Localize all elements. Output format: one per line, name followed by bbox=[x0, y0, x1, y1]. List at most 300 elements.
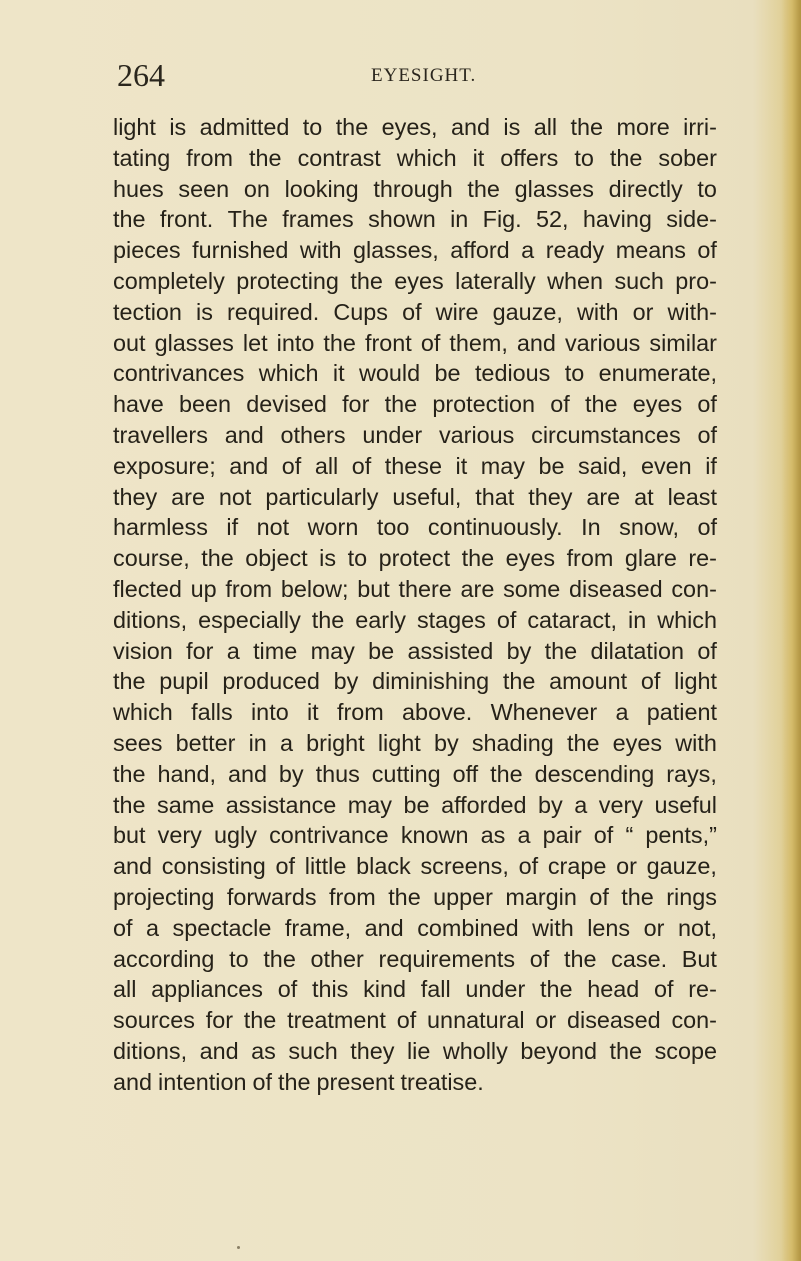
word: glasses bbox=[154, 329, 234, 356]
word: pro- bbox=[675, 267, 717, 294]
word: light bbox=[674, 668, 717, 695]
word: a bbox=[226, 637, 240, 664]
word: pair bbox=[542, 822, 582, 849]
word: of bbox=[496, 606, 517, 633]
word: having bbox=[582, 206, 652, 233]
running-head bbox=[117, 56, 717, 96]
word: of bbox=[252, 1068, 272, 1095]
word: to bbox=[229, 945, 249, 972]
word: harmless bbox=[113, 514, 208, 541]
word: intention bbox=[158, 1068, 247, 1095]
word: of bbox=[654, 976, 674, 1003]
word: pents,” bbox=[645, 822, 717, 849]
text-line bbox=[113, 204, 717, 235]
word: the bbox=[566, 729, 600, 756]
word: or bbox=[535, 1007, 557, 1034]
word: tating bbox=[113, 144, 171, 171]
word: of bbox=[275, 853, 296, 880]
word: with bbox=[576, 298, 619, 325]
word: very bbox=[157, 822, 202, 849]
word: gauze, bbox=[492, 298, 563, 325]
word: but bbox=[113, 822, 146, 849]
word: when bbox=[547, 267, 604, 294]
word: of bbox=[589, 883, 609, 910]
word: margin bbox=[505, 883, 577, 910]
word: not bbox=[218, 483, 252, 510]
word: eyes bbox=[632, 391, 683, 418]
word: amount bbox=[549, 668, 628, 695]
word: protect bbox=[378, 545, 451, 572]
word: upper bbox=[433, 883, 493, 910]
word: to bbox=[697, 175, 717, 202]
word: which bbox=[396, 144, 457, 171]
word: a bbox=[146, 914, 160, 941]
word: looking bbox=[284, 175, 359, 202]
word: on bbox=[243, 175, 270, 202]
text-line bbox=[113, 1036, 717, 1067]
word: black bbox=[356, 853, 411, 880]
word: are bbox=[460, 575, 495, 602]
word: is bbox=[503, 114, 521, 140]
word: case. bbox=[611, 945, 668, 972]
word: head bbox=[587, 976, 640, 1003]
word: of bbox=[113, 914, 133, 941]
word: the bbox=[609, 144, 643, 171]
word: the bbox=[113, 760, 146, 787]
word: early bbox=[355, 606, 406, 633]
word: the bbox=[113, 206, 146, 233]
word: to bbox=[574, 144, 594, 171]
word: the bbox=[461, 545, 495, 572]
word: been bbox=[178, 391, 231, 418]
word: forwards bbox=[226, 883, 317, 910]
word: protection bbox=[432, 391, 536, 418]
word: wire bbox=[435, 298, 479, 325]
word: of bbox=[402, 298, 422, 325]
word: of bbox=[593, 822, 614, 849]
word: combined bbox=[417, 914, 519, 941]
word: present bbox=[316, 1068, 395, 1095]
word: into bbox=[250, 699, 289, 726]
word: the bbox=[277, 1068, 311, 1095]
text-line bbox=[113, 1067, 717, 1098]
word: little bbox=[304, 853, 347, 880]
word: time bbox=[253, 637, 298, 664]
word: scope bbox=[654, 1037, 717, 1064]
text-line bbox=[113, 636, 717, 667]
word: as bbox=[480, 822, 506, 849]
word: may bbox=[310, 637, 355, 664]
word: even bbox=[640, 452, 692, 479]
word: of bbox=[697, 637, 717, 664]
word: it bbox=[332, 360, 345, 387]
word: they bbox=[528, 483, 573, 510]
word: of bbox=[697, 237, 717, 264]
word: in bbox=[248, 729, 267, 756]
word: from bbox=[566, 545, 614, 572]
word: course, bbox=[113, 545, 190, 572]
word: sober bbox=[658, 144, 717, 171]
word: useful, bbox=[392, 483, 462, 510]
word: shading bbox=[471, 729, 554, 756]
word: assistance bbox=[225, 791, 337, 818]
word: or bbox=[632, 298, 654, 325]
text-line bbox=[113, 512, 717, 543]
word: spectacle bbox=[172, 914, 272, 941]
word: sees bbox=[113, 729, 163, 756]
word: light bbox=[113, 114, 156, 140]
word: of bbox=[697, 514, 717, 541]
word: a bbox=[574, 791, 588, 818]
word: completely bbox=[113, 267, 225, 294]
word: the bbox=[113, 791, 146, 818]
word: and bbox=[229, 452, 269, 479]
word: means bbox=[615, 237, 686, 264]
text-line bbox=[113, 666, 717, 697]
word: screens, bbox=[420, 853, 509, 880]
page-number: 264 bbox=[117, 57, 165, 93]
word: there bbox=[398, 575, 452, 602]
word: various bbox=[564, 329, 641, 356]
text-line bbox=[113, 728, 717, 759]
word: the bbox=[621, 883, 654, 910]
word: required. bbox=[226, 298, 320, 325]
word: con- bbox=[671, 575, 717, 602]
word: glasses bbox=[514, 175, 594, 202]
word: of bbox=[420, 329, 441, 356]
word: eyes bbox=[394, 267, 444, 294]
word: of bbox=[396, 1007, 417, 1034]
word: 52, bbox=[536, 206, 569, 233]
word: of bbox=[281, 452, 302, 479]
word: may bbox=[347, 791, 392, 818]
word: is bbox=[169, 114, 187, 140]
text-line bbox=[113, 358, 717, 389]
word: and bbox=[450, 114, 490, 140]
word: by bbox=[278, 760, 304, 787]
word: furnished bbox=[192, 237, 289, 264]
word: travellers bbox=[113, 421, 208, 448]
word: may bbox=[480, 452, 525, 479]
word: and bbox=[516, 329, 556, 356]
word: the bbox=[263, 945, 296, 972]
text-line bbox=[113, 174, 717, 205]
word: they bbox=[350, 1037, 395, 1064]
word: wholly bbox=[442, 1037, 508, 1064]
word: not bbox=[256, 514, 290, 541]
word: shown bbox=[368, 206, 436, 233]
word: lens bbox=[587, 914, 631, 941]
word: cutting bbox=[371, 760, 441, 787]
text-line bbox=[113, 851, 717, 882]
word: contrast bbox=[297, 144, 381, 171]
word: pieces bbox=[113, 237, 181, 264]
word: all bbox=[533, 114, 558, 140]
word: same bbox=[157, 791, 215, 818]
word: con- bbox=[671, 1007, 717, 1034]
word: better bbox=[175, 729, 236, 756]
text-line bbox=[113, 451, 717, 482]
word: glare bbox=[624, 545, 677, 572]
word: are bbox=[171, 483, 205, 510]
word: with- bbox=[667, 298, 717, 325]
text-line bbox=[113, 266, 717, 297]
word: the bbox=[201, 545, 234, 572]
word: and bbox=[113, 853, 153, 880]
word: a bbox=[521, 237, 535, 264]
word: side- bbox=[666, 206, 717, 233]
word: tedious bbox=[474, 360, 551, 387]
word: some bbox=[503, 575, 561, 602]
text-line bbox=[113, 389, 717, 420]
word: them, bbox=[449, 329, 508, 356]
word: be bbox=[434, 360, 461, 387]
page-edge-shadow bbox=[781, 0, 801, 1261]
word: flected bbox=[113, 575, 182, 602]
word: cataract, bbox=[527, 606, 618, 633]
word: Fig. bbox=[482, 206, 522, 233]
text-line bbox=[113, 328, 717, 359]
word: and bbox=[113, 1068, 153, 1095]
word: by bbox=[506, 637, 532, 664]
text-line bbox=[113, 759, 717, 790]
word: but bbox=[357, 575, 390, 602]
word: kind bbox=[363, 976, 407, 1003]
word: crape bbox=[547, 853, 607, 880]
word: known bbox=[400, 822, 469, 849]
word: to bbox=[564, 360, 585, 387]
word: the bbox=[311, 606, 345, 633]
word: glasses, bbox=[352, 237, 439, 264]
word: re- bbox=[688, 545, 717, 572]
word: above. bbox=[402, 699, 473, 726]
word: for bbox=[205, 1007, 233, 1034]
word: object bbox=[245, 545, 308, 572]
word: it bbox=[472, 144, 485, 171]
text-line bbox=[113, 697, 717, 728]
word: and bbox=[199, 1037, 239, 1064]
word: others bbox=[280, 421, 346, 448]
word: beyond bbox=[520, 1037, 598, 1064]
word: the bbox=[563, 945, 597, 972]
text-line bbox=[113, 913, 717, 944]
word: and bbox=[224, 421, 264, 448]
word: which bbox=[113, 699, 173, 726]
word: continuously. bbox=[427, 514, 563, 541]
word: the bbox=[113, 668, 146, 695]
word: would bbox=[359, 360, 421, 387]
word: not, bbox=[677, 914, 717, 941]
word: or bbox=[643, 914, 665, 941]
word: thus bbox=[315, 760, 360, 787]
word: to bbox=[347, 545, 368, 572]
word: stages bbox=[416, 606, 486, 633]
word: of bbox=[640, 668, 661, 695]
word: of bbox=[351, 452, 372, 479]
word: through bbox=[373, 175, 453, 202]
word: dilatation bbox=[590, 637, 685, 664]
word: too bbox=[376, 514, 410, 541]
word: descending bbox=[534, 760, 655, 787]
word: similar bbox=[649, 329, 717, 356]
word: assisted bbox=[407, 637, 494, 664]
word: which bbox=[258, 360, 319, 387]
word: vision bbox=[113, 637, 173, 664]
word: all bbox=[314, 452, 339, 479]
word: diminishing bbox=[372, 668, 490, 695]
text-line bbox=[113, 1005, 717, 1036]
word: produced bbox=[222, 668, 320, 695]
text-line bbox=[113, 820, 717, 851]
word: contrivance bbox=[269, 822, 389, 849]
word: other bbox=[310, 945, 364, 972]
word: of bbox=[550, 391, 570, 418]
word: consisting bbox=[161, 853, 266, 880]
word: treatise. bbox=[400, 1068, 484, 1095]
word: by bbox=[538, 791, 563, 818]
word: contrivances bbox=[113, 360, 245, 387]
word: eyes bbox=[612, 729, 663, 756]
text-line bbox=[113, 974, 717, 1005]
word: the bbox=[502, 668, 536, 695]
text-line bbox=[113, 543, 717, 574]
text-line bbox=[113, 112, 717, 143]
word: under bbox=[465, 976, 526, 1003]
word: “ bbox=[625, 822, 634, 849]
text-line bbox=[113, 143, 717, 174]
word: the bbox=[539, 976, 573, 1003]
word: laterally bbox=[455, 267, 536, 294]
word: as bbox=[251, 1037, 276, 1064]
word: which bbox=[657, 606, 717, 633]
word: in bbox=[628, 606, 647, 633]
word: under bbox=[362, 421, 423, 448]
word: front. bbox=[159, 206, 214, 233]
word: irri- bbox=[683, 114, 717, 140]
word: by bbox=[333, 668, 359, 695]
word: especially bbox=[198, 606, 301, 633]
word: lie bbox=[406, 1037, 431, 1064]
text-line bbox=[113, 944, 717, 975]
word: or bbox=[616, 853, 637, 880]
word: of bbox=[277, 976, 298, 1003]
word: afforded bbox=[441, 791, 527, 818]
word: frames bbox=[282, 206, 354, 233]
word: this bbox=[311, 976, 349, 1003]
word: re- bbox=[688, 976, 717, 1003]
word: at bbox=[634, 483, 654, 510]
word: to bbox=[302, 114, 323, 140]
word: of bbox=[697, 391, 717, 418]
word: such bbox=[288, 1037, 338, 1064]
word: the bbox=[544, 637, 578, 664]
text-line bbox=[113, 235, 717, 266]
word: it bbox=[455, 452, 468, 479]
word: falls bbox=[191, 699, 233, 726]
word: appliances bbox=[151, 976, 263, 1003]
text-line bbox=[113, 574, 717, 605]
word: very bbox=[598, 791, 643, 818]
word: the bbox=[335, 114, 369, 140]
word: up bbox=[190, 575, 217, 602]
word: pupil bbox=[159, 668, 209, 695]
word: the bbox=[388, 883, 421, 910]
word: particularly bbox=[265, 483, 379, 510]
word: for bbox=[186, 637, 214, 664]
word: according bbox=[113, 945, 215, 972]
word: ditions, bbox=[113, 1037, 188, 1064]
word: front bbox=[364, 329, 412, 356]
word: the bbox=[323, 329, 356, 356]
word: from bbox=[328, 883, 376, 910]
word: that bbox=[475, 483, 515, 510]
word: fall bbox=[420, 976, 451, 1003]
word: worn bbox=[307, 514, 359, 541]
word: tection bbox=[113, 298, 182, 325]
word: useful bbox=[654, 791, 717, 818]
word: if bbox=[705, 452, 717, 479]
word: the bbox=[249, 144, 282, 171]
text-line bbox=[113, 297, 717, 328]
word: The bbox=[227, 206, 268, 233]
word: be bbox=[368, 637, 395, 664]
word: if bbox=[226, 514, 239, 541]
word: ready bbox=[545, 237, 605, 264]
word: circumstances bbox=[531, 421, 681, 448]
word: be bbox=[538, 452, 565, 479]
word: Cups bbox=[333, 298, 388, 325]
word: bright bbox=[306, 729, 365, 756]
word: a bbox=[517, 822, 531, 849]
word: a bbox=[615, 699, 629, 726]
word: and bbox=[364, 914, 404, 941]
word: for bbox=[342, 391, 370, 418]
word: more bbox=[616, 114, 670, 140]
word: directly bbox=[608, 175, 683, 202]
word: admitted bbox=[199, 114, 290, 140]
word: these bbox=[384, 452, 443, 479]
paper-speck bbox=[237, 1246, 240, 1249]
word: sources bbox=[113, 1007, 195, 1034]
word: is bbox=[196, 298, 213, 325]
word: such bbox=[614, 267, 664, 294]
word: the bbox=[350, 267, 383, 294]
word: from bbox=[225, 575, 273, 602]
word: hues bbox=[113, 175, 164, 202]
word: requirements bbox=[378, 945, 516, 972]
word: with bbox=[299, 237, 342, 264]
word: offers bbox=[500, 144, 559, 171]
word: from bbox=[186, 144, 234, 171]
word: let bbox=[242, 329, 268, 356]
word: snow, bbox=[619, 514, 679, 541]
word: a bbox=[279, 729, 293, 756]
word: eyes bbox=[505, 545, 556, 572]
word: seen bbox=[178, 175, 230, 202]
body-text bbox=[113, 112, 717, 1098]
word: into bbox=[276, 329, 315, 356]
word: afford bbox=[450, 237, 510, 264]
word: off bbox=[452, 760, 479, 787]
word: enumerate, bbox=[598, 360, 717, 387]
word: the bbox=[243, 1007, 277, 1034]
word: below; bbox=[280, 575, 349, 602]
word: exposure; bbox=[113, 452, 216, 479]
word: treatment bbox=[287, 1007, 386, 1034]
word: projecting bbox=[113, 883, 215, 910]
word: frame, bbox=[284, 914, 352, 941]
word: it bbox=[306, 699, 319, 726]
